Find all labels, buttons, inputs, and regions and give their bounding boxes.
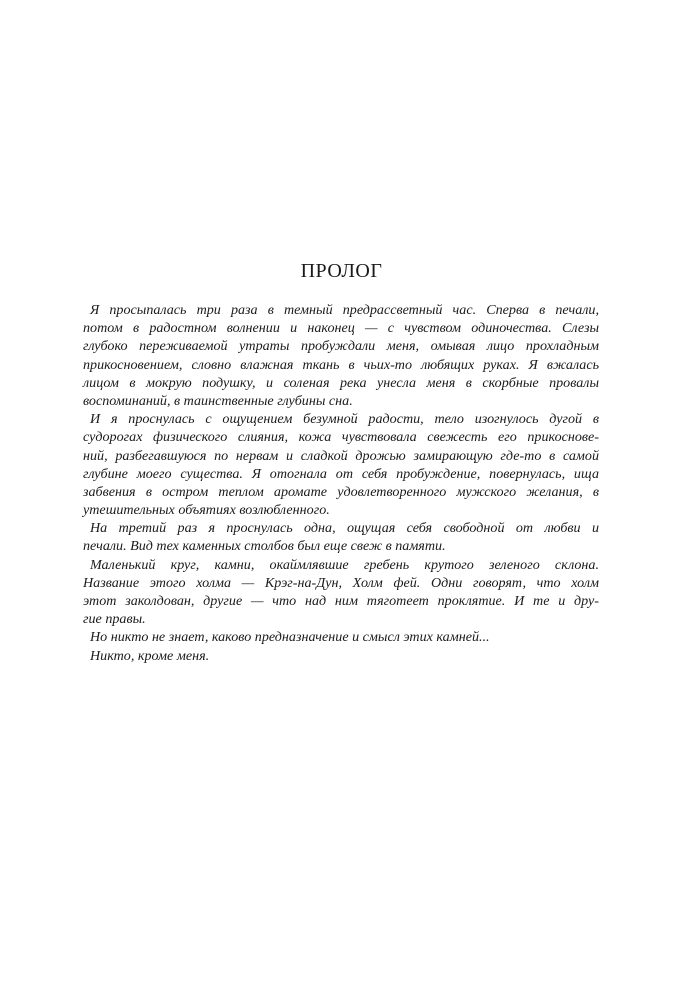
text-line: прикосновением, словно влажная ткань в чьих-то любящих руках. Я вжалась (83, 356, 599, 373)
text-line: Название этого холма — Крэг-на-Дун, Холм фей. Одни говорят, что холм (83, 574, 599, 591)
chapter-title: ПРОЛОГ (300, 260, 383, 282)
text-line: ний, разбегавшуюся по нервам и сладкой дрожью замирающую где-то в самой (83, 447, 599, 464)
text-line: глубине моего существа. Я отогнала от себя пробуждение, повернулась, ища (83, 465, 599, 482)
text-line: печали. Вид тех каменных столбов был еще свеж в памяти. (83, 538, 446, 555)
text-line: И я проснулась с ощущением безумной радости, тело изогнулось дугой в (90, 411, 599, 428)
text-line: Я просыпалась три раза в темный предрассветный час. Сперва в печали, (90, 302, 599, 318)
text-line: лицом в мокрую подушку, и соленая река унесла меня в скорбные провалы (83, 374, 599, 391)
text-line: потом в радостном волнении и наконец — с чувством одиночества. Слезы (83, 320, 599, 337)
text-line: воспоминаний, в таинственные глубины сна. (83, 392, 353, 409)
text-line: На третий раз я проснулась одна, ощущая себя свободной от любви и (90, 520, 599, 537)
text-line: утешительных объятиях возлюбленного. (83, 502, 330, 519)
text-line: забвения в остром теплом аромате удовлетворенного мужского желания, в (83, 483, 599, 500)
text-line: Никто, кроме меня. (90, 647, 210, 664)
text-line: Но никто не знает, каково предназначение и смысл этих камней... (90, 629, 490, 646)
text-line: глубоко переживаемой утраты пробуждали меня, омывая лицо прохладным (83, 338, 599, 355)
text-line: судорогах физического слияния, кожа чувствовала свежесть его прикоснове- (83, 429, 599, 446)
text-line: Маленький круг, камни, окаймлявшие гребень крутого зеленого склона. (90, 556, 599, 573)
text-line: этот заколдован, другие — что над ним тяготеет проклятие. И те и дру- (83, 593, 599, 609)
prologue-text (83, 301, 599, 665)
text-line: гие правы. (83, 611, 146, 628)
